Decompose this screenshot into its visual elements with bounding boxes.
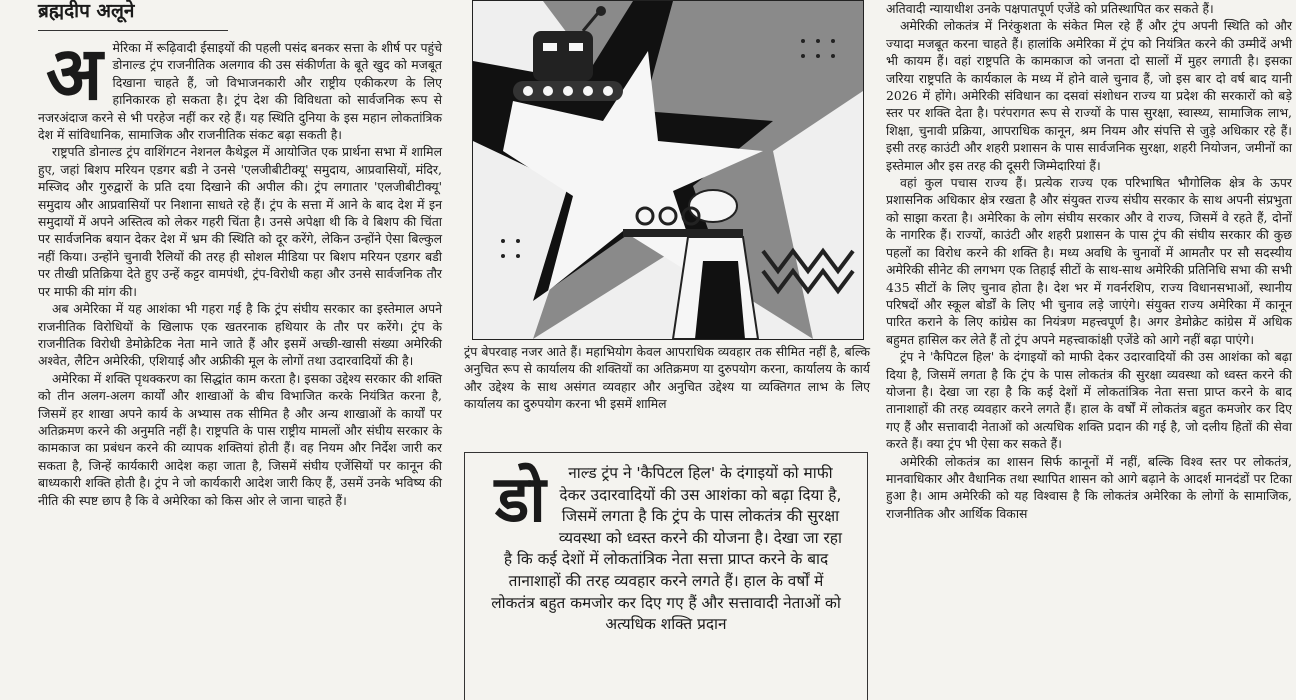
right-paragraph-0: अतिवादी न्यायाधीश उनके पक्षपातपूर्ण एजेंडे को प्रतिस्थापित कर सकते हैं। [886, 1, 1214, 16]
pull-quote-text: नाल्ड ट्रंप ने 'कैपिटल हिल' के दंगाइयों को माफी देकर उदारवादियों की उस आशंका को बढ़ा दिया है, जिसमें लगता है कि ट्रंप के पास लोकतंत्र की सुरक्षा व्यवस्था को ध्वस्त करने की योजना है। देखा जा रहा है कि कई देशों में लोकतांत्रिक नेता सत्ता प्राप्त करने के बाद तानाशाहों की तरह व्यवहार करने लगते हैं। हाल के वर्षों में लोकतंत्र बहुत कमजोर कर दिए गए हैं और सत्तावादी नेताओं को अत्यधिक शक्ति प्रदान [491, 464, 842, 634]
drop-cap: अ [46, 31, 103, 117]
article-illustration [472, 0, 864, 340]
paragraph-4: अमेरिका में शक्ति पृथक्करण का सिद्धांत काम करता है। इसका उद्देश्य सरकार की शक्ति को तीन अलग-अलग कार्यों और शाखाओं के बीच विभाजित करके नियंत्रित करना है, जिसमें हर शाखा अपने कार्य के अभ्यास तक सीमित है और अन्य शाखाओं के कार्यों पर अतिक्रमण करने की अनुमति नहीं है। राष्ट्रपति के पास राष्ट्रीय मामलों और संघीय सरकार के कामकाज का प्रबंधन करने की व्यापक शक्तियां होती हैं। वह नियम और निर्देश जारी कर सकता है, जिन्हें कार्यकारी आदेश कहा जाता है, जिसमें संघीय एजेंसियों पर कानून की बाध्यकारी शक्ति होती है। ट्रंप ने जो कार्यकारी आदेश जारी किए हैं, उसमें उनके भविष्य की नीति की स्पष्ट छाप है कि वे अमेरिका को किस ओर ले जाना चाहते हैं। [38, 370, 442, 508]
right-paragraph-1: अमेरिकी लोकतंत्र में निरंकुशता के संकेत मिल रहे हैं और ट्रंप अपनी स्थिति को और ज्यादा मजबूत करना चाहते हैं। हालांकि अमेरिका में ट्रंप को नियंत्रित करने की उम्मीदें अभी भी कायम हैं। वहां राष्ट्रपति के कामकाज को जनता दो सालों में मुहर लगाती है। इसका जरिया राष्ट्रपति के कार्यकाल के मध्य में होने वाले चुनाव हैं, जो इस बार दो वर्ष बाद यानी 2026 में होंगे। अमेरिकी संविधान का दसवां संशोधन राज्य या प्रदेश की सरकारों को बड़े स्तर पर शक्ति देता है। परंपरागत रूप से राज्यों के पास सुरक्षा, स्वास्थ्य, सामाजिक लाभ, शिक्षा, चुनावी प्रक्रिया, आपराधिक कानून, श्रम नियम और संपत्ति से जुड़े अधिकार रहे हैं। इसी तरह काउंटी और शहरी प्रशासन के पास सार्वजनिक सुरक्षा, शहरी नियोजन, जमीनों का इस्तेमाल और इस तरह की दूसरी जिम्मेदारियां हैं। [886, 18, 1292, 173]
article-column-left [0, 0, 450, 700]
robot-star-illustration [473, 1, 863, 339]
pull-quote-box [464, 452, 868, 700]
right-paragraph-2: वहां कुल पचास राज्य हैं। प्रत्येक राज्य एक परिभाषित भौगोलिक क्षेत्र के ऊपर प्रशासनिक अधिकार क्षेत्र रखता है और संयुक्त राज्य संघीय सरकार के साथ अपनी संप्रभुता को साझा करता है। अमेरिका के लोग संघीय सरकार और वे राज्य, जिसमें वे रहते हैं, दोनों के नागरिक हैं। राज्यों, काउंटी और शहरी प्रशासन के पास ट्रंप की संघीय सरकार की कुछ पहलों का विरोध करने की शक्ति है। मध्य अवधि के चुनावों में आमतौर पर सौ सदस्यीय अमेरिकी सीनेट की लगभग एक तिहाई सीटों के साथ-साथ अमेरिकी प्रतिनिधि सभा की सभी 435 सीटों के लिए चुनाव होता है। देश भर में गवर्नरशिप, राज्य विधानसभाओं, स्थानीय परिषदों और स्कूल बोर्डों के लिए भी चुनाव लड़े जाएंगे। संयुक्त राज्य अमेरिका में कानून पारित कराने के लिए कांग्रेस का नियंत्रण महत्त्वपूर्ण है। अगर डेमोक्रेट कांग्रेस में अधिक बहुमत हासिल कर लेते हैं तो ट्रंप अपने महत्त्वाकांक्षी एजेंडे को आगे नहीं बढ़ा पाएंगे। [886, 175, 1292, 347]
article-column-middle [462, 0, 872, 700]
article-column-right [886, 0, 1296, 700]
lead-paragraph: मेरिका में रूढ़िवादी ईसाइयों की पहली पसंद बनकर सत्ता के शीर्ष पर पहुंचे डोनाल्ड ट्रंप राजनीतिक अलगाव की उस संकीर्णता के बूते खुद को मजबूत दिखाना चाहते हैं, जो विभाजनकारी और राष्ट्रीय एकीकरण के लिए हानिकारक हो सकता है। ट्रंप देश की विविधता को सार्वजनिक रूप से नजरअंदाज करने से भी परहेज नहीं कर रहे हैं। यह स्थिति दुनिया के इस महान लोकतांत्रिक देश में सांविधानिक, सामाजिक और राजनीतिक संकट बढ़ा सकती है। [38, 40, 442, 143]
right-paragraph-4: अमेरिकी लोकतंत्र का शासन सिर्फ कानूनों में नहीं, बल्कि विश्व स्तर पर लोकतंत्र, मानवाधिकार और वैधानिक तथा स्थापित शासन को आगे बढ़ाने के आदर्श मानदंडों पर टिका हुआ है। आम अमेरिकी को यह विश्वास है कि लोकतंत्र अमेरिका के लोगों के सामाजिक, राजनीतिक और आर्थिक विकास [886, 453, 1292, 521]
right-paragraph-3: ट्रंप ने 'कैपिटल हिल' के दंगाइयों को माफी देकर उदारवादियों की उस आशंका को बढ़ा दिया है, जिसमें लगता है कि ट्रंप के पास लोकतंत्र की सुरक्षा व्यवस्था को ध्वस्त करने की योजना है। देखा जा रहा है कि कई देशों में लोकतांत्रिक नेता सत्ता प्राप्त करने के बाद तानाशाहों की तरह व्यवहार करने लगते हैं। हाल के वर्षों में लोकतंत्र बहुत कमजोर कर दिए गए हैं और सत्तावादी नेताओं को अत्यधिक शक्ति प्रदान की गई है, जो दलीय हितों की सेवा करते हैं। क्या ट्रंप भी ऐसा कर सकते हैं। [886, 349, 1292, 452]
pull-quote-drop-cap: डो [495, 463, 546, 537]
middle-body-text [464, 343, 870, 413]
middle-paragraph: ट्रंप बेपरवाह नजर आते हैं। महाभियोग केवल आपराधिक व्यवहार तक सीमित नहीं है, बल्कि अनुचित रूप से कार्यालय की शक्तियों का अतिक्रमण या दुरुपयोग करना, कार्यालय के कार्य और उद्देश्य के साथ असंगत व्यवहार और अनुचित उद्देश्य या व्यक्तिगत लाभ के लिए कार्यालय का दुरुपयोग करना भी इसमें शामिल [464, 344, 870, 412]
paragraph-3: अब अमेरिका में यह आशंका भी गहरा गई है कि ट्रंप संघीय सरकार का इस्तेमाल अपने राजनीतिक विरोधियों के खिलाफ एक खतरनाक हथियार के तौर पर करेंगे। ट्रंप के राजनीतिक विरोधी डेमोक्रेटिक नेता माने जाते हैं और इसमें अच्छी-खासी संख्या अमेरिकी अश्वेत, लैटिन अमेरिकी, एशियाई और अफ्रीकी मूल के लोगों तथा उदारवादियों की है। [38, 301, 442, 369]
author-byline: ब्रह्मदीप अलूने [38, 0, 135, 22]
paragraph-2: राष्ट्रपति डोनाल्ड ट्रंप वाशिंगटन नेशनल कैथेड्रल में आयोजित एक प्रार्थना सभा में शामिल हुए, जहां बिशप मरियन एडगर बडी ने उनसे 'एलजीबीटीक्यू' समुदाय, आप्रवासियों, मंदिर, मस्जिद और गुरुद्वारों के प्रति दया दिखाने की अपील की। ट्रंप लगातार 'एलजीबीटीक्यू' समुदाय और आप्रवासियों पर निशाना साधते रहे हैं। ट्रंप के सत्ता में आने के बाद देश में इन समुदायों में अपने अस्तित्व को लेकर गहरी चिंता है। उनसे अपेक्षा थी कि वे बिशप की चिंता पर सार्वजनिक बयान देकर देश में भ्रम की स्थिति को दूर करेंगे, लेकिन उन्होंने ऐसा बिल्कुल नहीं किया। उन्होंने चुनावी रैलियों की तरह ही सोशल मीडिया पर बिशप मरियन एडगर बडी पर तीखी प्रतिक्रिया देते हुए उन्हें कट्टर वामपंथी, ट्रंप-विरोधी कहा और उनसे सार्वजनिक तौर पर माफी की मांग की। [38, 144, 442, 299]
